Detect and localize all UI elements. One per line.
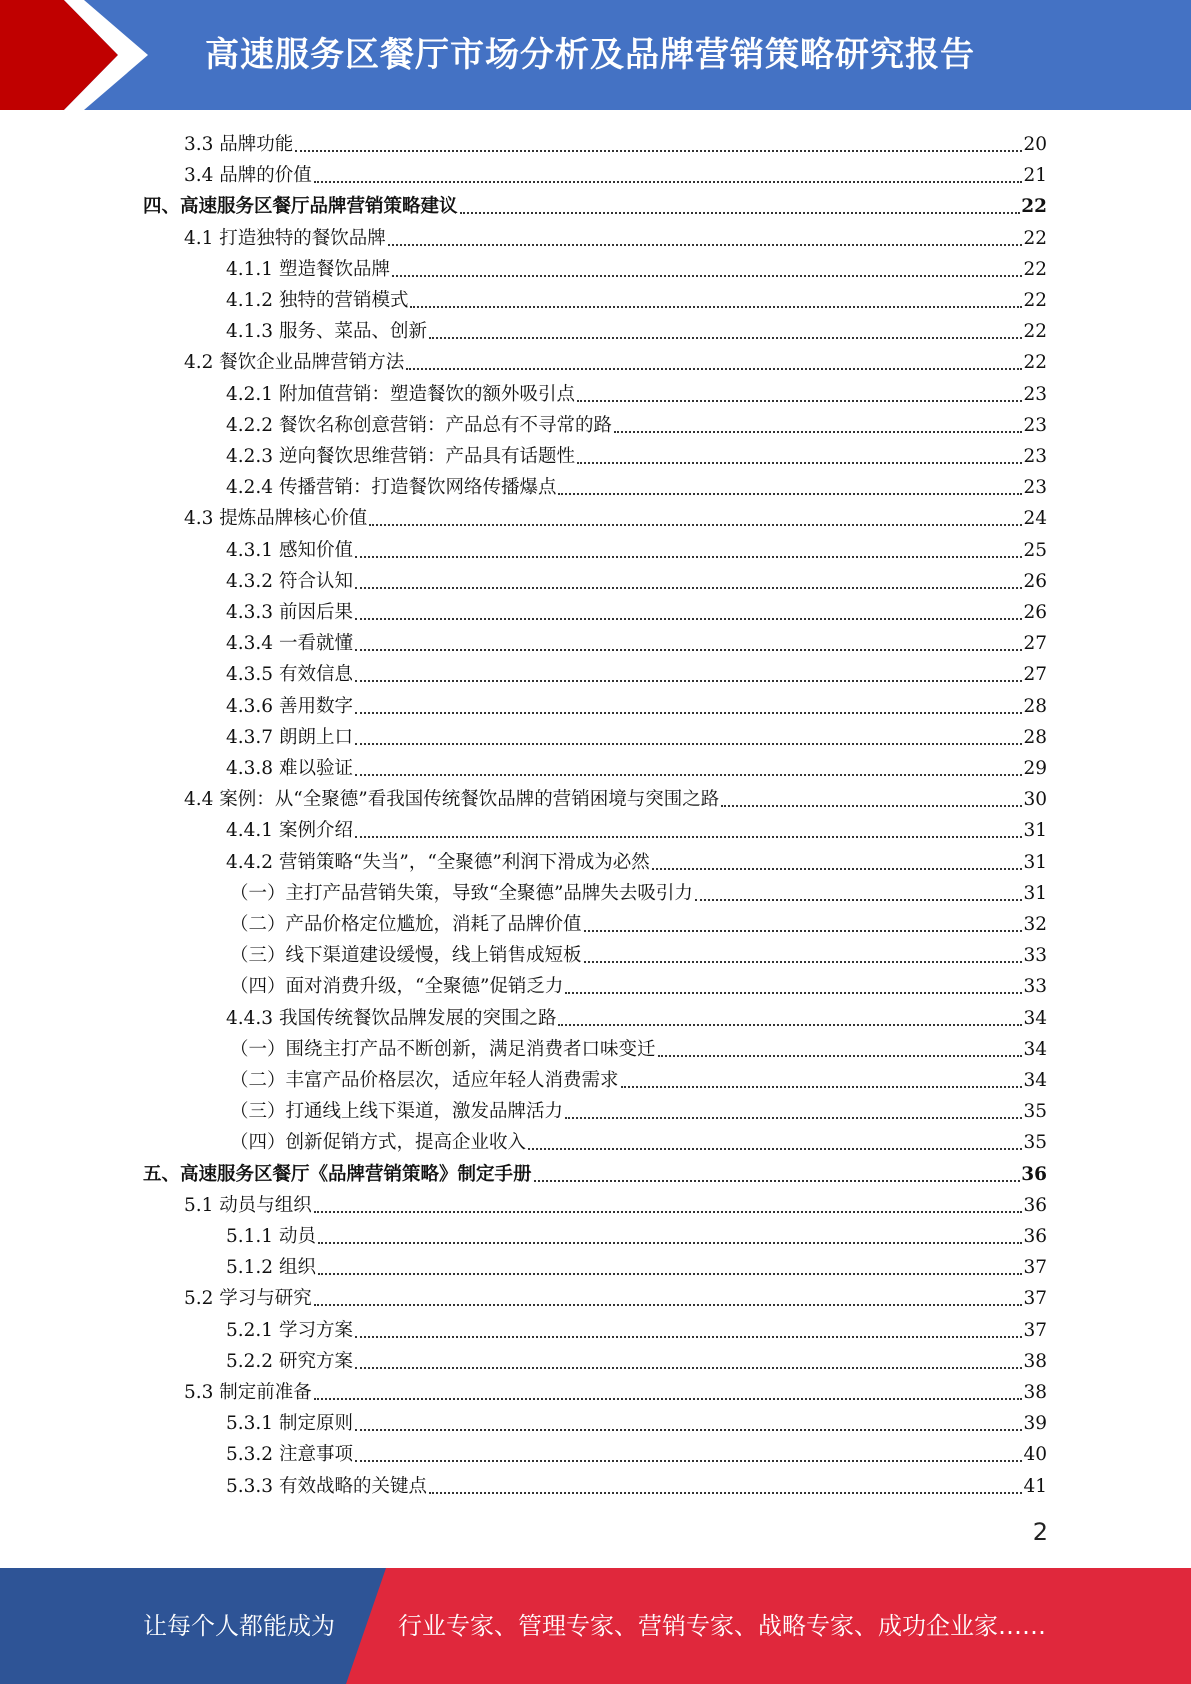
toc-entry[interactable] xyxy=(226,813,1047,844)
toc-entry-title: 四、高速服务区餐厅品牌营销策略建议 xyxy=(143,196,458,218)
toc-entry-page: 31 xyxy=(1023,820,1047,842)
toc-dot-leader xyxy=(584,930,1023,932)
toc-entry[interactable] xyxy=(184,345,1047,376)
toc-dot-leader xyxy=(355,649,1023,651)
toc-entry[interactable] xyxy=(226,314,1047,345)
toc-entry[interactable] xyxy=(226,1469,1047,1500)
toc-dot-leader xyxy=(528,1148,1022,1150)
toc-entry[interactable] xyxy=(143,1157,1047,1188)
toc-dot-leader xyxy=(295,150,1022,152)
toc-entry[interactable] xyxy=(226,470,1047,501)
toc-entry-title: 4.4.3 我国传统餐饮品牌发展的突围之路 xyxy=(226,1007,557,1029)
toc-dot-leader xyxy=(534,1180,1021,1182)
toc-entry-page: 21 xyxy=(1023,165,1047,187)
toc-entry-title: 5.3.3 有效战略的关键点 xyxy=(226,1475,427,1497)
toc-dot-leader xyxy=(355,618,1023,620)
footer-slogan-right: 行业专家、管理专家、营销专家、战略专家、成功企业家…… xyxy=(398,1612,1046,1640)
toc-entry-page: 34 xyxy=(1023,1007,1047,1029)
toc-entry[interactable] xyxy=(226,564,1047,595)
toc-entry-page: 40 xyxy=(1023,1444,1047,1466)
toc-dot-leader xyxy=(369,524,1022,526)
toc-dot-leader xyxy=(406,368,1022,370)
toc-dot-leader xyxy=(577,400,1022,402)
toc-entry-title: 4.3.7 朗朗上口 xyxy=(226,726,353,748)
toc-entry[interactable] xyxy=(226,1406,1047,1437)
toc-entry[interactable] xyxy=(226,283,1047,314)
toc-entry-title: 3.4 品牌的价值 xyxy=(184,165,312,187)
toc-entry-page: 23 xyxy=(1023,383,1047,405)
toc-entry-title: 五、高速服务区餐厅《品牌营销策略》制定手册 xyxy=(143,1163,532,1185)
toc-entry[interactable] xyxy=(226,439,1047,470)
toc-entry-page: 23 xyxy=(1023,446,1047,467)
toc-entry[interactable] xyxy=(226,377,1047,408)
toc-entry-page: 37 xyxy=(1023,1319,1047,1341)
toc-entry[interactable] xyxy=(226,845,1047,876)
toc-entry-page: 38 xyxy=(1023,1382,1047,1403)
toc-dot-leader xyxy=(314,1211,1023,1213)
toc-entry-page: 37 xyxy=(1023,1288,1047,1310)
toc-entry-page: 36 xyxy=(1021,1163,1047,1185)
toc-entry[interactable] xyxy=(230,1063,1047,1094)
toc-entry-page: 28 xyxy=(1023,726,1047,748)
toc-entry-page: 33 xyxy=(1023,945,1047,967)
toc-entry-page: 39 xyxy=(1023,1413,1047,1435)
toc-dot-leader xyxy=(355,774,1023,776)
toc-entry-title: 5.3 制定前准备 xyxy=(184,1382,312,1403)
toc-entry-page: 33 xyxy=(1023,976,1047,998)
toc-dot-leader xyxy=(355,1336,1023,1338)
toc-entry-title: 4.3.4 一看就懂 xyxy=(226,633,353,655)
toc-dot-leader xyxy=(410,306,1022,308)
toc-entry[interactable] xyxy=(226,720,1047,751)
toc-entry[interactable] xyxy=(226,657,1047,688)
toc-dot-leader xyxy=(388,244,1023,246)
toc-entry-title: 4.1 打造独特的餐饮品牌 xyxy=(184,227,386,249)
toc-entry-page: 20 xyxy=(1023,134,1047,155)
toc-entry[interactable] xyxy=(226,1437,1047,1468)
toc-entry[interactable] xyxy=(226,1001,1047,1032)
toc-entry-page: 32 xyxy=(1023,914,1047,935)
toc-entry-title: （四）创新促销方式，提高企业收入 xyxy=(230,1132,527,1154)
toc-entry[interactable] xyxy=(230,907,1047,938)
toc-entry-page: 25 xyxy=(1023,539,1047,561)
toc-entry-page: 35 xyxy=(1023,1132,1047,1154)
toc-dot-leader xyxy=(558,1024,1022,1026)
toc-entry-title: 4.3.6 善用数字 xyxy=(226,695,353,717)
toc-dot-leader xyxy=(318,1273,1023,1275)
toc-entry[interactable] xyxy=(184,782,1047,813)
toc-entry-page: 22 xyxy=(1023,290,1047,311)
toc-entry[interactable] xyxy=(184,158,1047,189)
toc-dot-leader xyxy=(460,212,1021,214)
toc-entry-title: 4.3.3 前因后果 xyxy=(226,602,353,623)
toc-entry-title: 5.1 动员与组织 xyxy=(184,1194,312,1216)
toc-dot-leader xyxy=(355,680,1023,682)
toc-entry-page: 38 xyxy=(1023,1350,1047,1372)
report-title: 高速服务区餐厅市场分析及品牌营销策略研究报告 xyxy=(205,35,975,75)
toc-dot-leader xyxy=(721,805,1022,807)
toc-dot-leader xyxy=(355,1367,1023,1369)
toc-entry-title: 4.2.1 附加值营销：塑造餐饮的额外吸引点 xyxy=(226,383,575,405)
toc-dot-leader xyxy=(658,1055,1023,1057)
toc-entry[interactable] xyxy=(230,969,1047,1000)
toc-entry[interactable] xyxy=(226,533,1047,564)
toc-entry[interactable] xyxy=(184,1375,1047,1406)
toc-entry-title: （二）丰富产品价格层次，适应年轻人消费需求 xyxy=(230,1070,619,1091)
toc-dot-leader xyxy=(355,836,1023,838)
toc-entry-title: 4.2.4 传播营销：打造餐饮网络传播爆点 xyxy=(226,477,557,499)
page-footer-banner xyxy=(0,1568,1191,1684)
toc-entry-page: 41 xyxy=(1023,1475,1047,1497)
toc-entry-title: （三）打通线上线下渠道，激发品牌活力 xyxy=(230,1101,564,1123)
toc-dot-leader xyxy=(558,493,1022,495)
toc-dot-leader xyxy=(429,1492,1022,1494)
toc-entry-title: （三）线下渠道建设缓慢，线上销售成短板 xyxy=(230,945,582,967)
toc-entry-page: 22 xyxy=(1023,227,1047,249)
toc-dot-leader xyxy=(318,1242,1023,1244)
toc-entry[interactable] xyxy=(230,876,1047,907)
toc-entry-title: 4.4.1 案例介绍 xyxy=(226,820,353,842)
toc-entry-page: 26 xyxy=(1023,602,1047,623)
toc-entry-page: 22 xyxy=(1023,321,1047,343)
toc-entry[interactable] xyxy=(184,1188,1047,1219)
toc-entry-title: 4.3.8 难以验证 xyxy=(226,758,353,779)
toc-entry-page: 22 xyxy=(1021,196,1047,218)
toc-entry-page: 27 xyxy=(1023,664,1047,686)
toc-dot-leader xyxy=(429,337,1022,339)
toc-entry-page: 26 xyxy=(1023,570,1047,592)
toc-entry-title: 5.3.2 注意事项 xyxy=(226,1444,353,1466)
toc-entry[interactable] xyxy=(226,1250,1047,1281)
toc-entry[interactable] xyxy=(226,1219,1047,1250)
toc-entry[interactable] xyxy=(143,189,1047,220)
toc-entry[interactable] xyxy=(184,127,1047,158)
toc-entry-title: 4.2.3 逆向餐饮思维营销：产品具有话题性 xyxy=(226,446,575,467)
toc-entry[interactable] xyxy=(226,252,1047,283)
toc-entry-page: 36 xyxy=(1023,1226,1047,1247)
toc-entry-title: 4.1.3 服务、菜品、创新 xyxy=(226,321,427,343)
toc-entry-title: 5.2.1 学习方案 xyxy=(226,1319,353,1341)
toc-entry-title: 4.3 提炼品牌核心价值 xyxy=(184,508,368,530)
toc-entry-title: 4.1.1 塑造餐饮品牌 xyxy=(226,258,390,280)
toc-dot-leader xyxy=(565,1117,1022,1119)
toc-dot-leader xyxy=(355,556,1023,558)
toc-entry-title: 5.1.1 动员 xyxy=(226,1226,316,1247)
toc-entry-title: 5.3.1 制定原则 xyxy=(226,1413,353,1435)
toc-entry[interactable] xyxy=(230,1032,1047,1063)
header-red-arrow-shape xyxy=(0,0,150,110)
toc-entry[interactable] xyxy=(230,938,1047,969)
toc-entry-title: 4.3.1 感知价值 xyxy=(226,539,353,561)
toc-entry-page: 23 xyxy=(1023,477,1047,499)
toc-dot-leader xyxy=(314,181,1023,183)
toc-entry-page: 34 xyxy=(1023,1070,1047,1091)
toc-dot-leader xyxy=(355,1460,1023,1462)
toc-dot-leader xyxy=(314,1398,1023,1400)
toc-entry-page: 31 xyxy=(1023,851,1047,873)
toc-entry-page: 31 xyxy=(1023,882,1047,904)
page-number: 2 xyxy=(1032,1518,1048,1546)
toc-entry-title: 3.3 品牌功能 xyxy=(184,134,294,155)
toc-entry[interactable] xyxy=(226,408,1047,439)
toc-entry-page: 22 xyxy=(1023,352,1047,374)
toc-entry[interactable] xyxy=(184,1281,1047,1312)
toc-entry[interactable] xyxy=(226,689,1047,720)
page-header-banner xyxy=(0,0,1191,110)
toc-entry-page: 22 xyxy=(1023,258,1047,280)
toc-entry-title: 4.4.2 营销策略“失当”，“全聚德”利润下滑成为必然 xyxy=(226,851,650,873)
toc-entry[interactable] xyxy=(226,626,1047,657)
toc-entry-page: 29 xyxy=(1023,758,1047,779)
toc-entry-title: 4.4 案例：从“全聚德”看我国传统餐饮品牌的营销困境与突围之路 xyxy=(184,789,720,811)
toc-entry[interactable] xyxy=(184,221,1047,252)
toc-entry-page: 28 xyxy=(1023,695,1047,717)
toc-entry-page: 36 xyxy=(1023,1194,1047,1216)
toc-entry-page: 35 xyxy=(1023,1101,1047,1123)
toc-entry-title: 4.2 餐饮企业品牌营销方法 xyxy=(184,352,405,374)
toc-entry-title: 4.1.2 独特的营销模式 xyxy=(226,290,409,311)
toc-dot-leader xyxy=(314,1304,1023,1306)
footer-slogan-left: 让每个人都能成为 xyxy=(143,1612,335,1640)
toc-dot-leader xyxy=(584,961,1023,963)
toc-entry[interactable] xyxy=(226,1313,1047,1344)
toc-entry-page: 24 xyxy=(1023,508,1047,530)
toc-dot-leader xyxy=(577,462,1022,464)
toc-dot-leader xyxy=(565,992,1022,994)
toc-entry-title: （一）围绕主打产品不断创新，满足消费者口味变迁 xyxy=(230,1038,656,1060)
toc-dot-leader xyxy=(392,275,1022,277)
toc-dot-leader xyxy=(652,868,1023,870)
toc-entry-page: 34 xyxy=(1023,1038,1047,1060)
toc-dot-leader xyxy=(621,1086,1023,1088)
toc-entry-title: 4.3.2 符合认知 xyxy=(226,570,353,592)
toc-entry[interactable] xyxy=(226,1344,1047,1375)
toc-entry-title: （四）面对消费升级，“全聚德”促销乏力 xyxy=(230,976,564,998)
toc-entry[interactable] xyxy=(184,501,1047,532)
toc-entry-title: （二）产品价格定位尴尬，消耗了品牌价值 xyxy=(230,914,582,935)
toc-entry[interactable] xyxy=(226,595,1047,626)
toc-entry-title: 5.1.2 组织 xyxy=(226,1257,316,1279)
toc-entry-title: 4.3.5 有效信息 xyxy=(226,664,353,686)
toc-entry-page: 23 xyxy=(1023,414,1047,436)
toc-dot-leader xyxy=(355,712,1023,714)
toc-dot-leader xyxy=(355,1429,1023,1431)
toc-entry-page: 27 xyxy=(1023,633,1047,655)
toc-entry-title: （一）主打产品营销失策，导致“全聚德”品牌失去吸引力 xyxy=(230,882,693,904)
toc-entry-title: 5.2.2 研究方案 xyxy=(226,1350,353,1372)
toc-dot-leader xyxy=(355,743,1023,745)
toc-entry[interactable] xyxy=(230,1094,1047,1125)
toc-entry-title: 5.2 学习与研究 xyxy=(184,1288,312,1310)
toc-entry-title: 4.2.2 餐饮名称创意营销：产品总有不寻常的路 xyxy=(226,414,612,436)
toc-dot-leader xyxy=(695,899,1023,901)
toc-dot-leader xyxy=(355,587,1023,589)
toc-dot-leader xyxy=(614,431,1022,433)
toc-entry-page: 30 xyxy=(1023,789,1047,811)
toc-entry-page: 37 xyxy=(1023,1257,1047,1279)
toc-entry[interactable] xyxy=(226,751,1047,782)
toc-entry[interactable] xyxy=(230,1125,1047,1156)
